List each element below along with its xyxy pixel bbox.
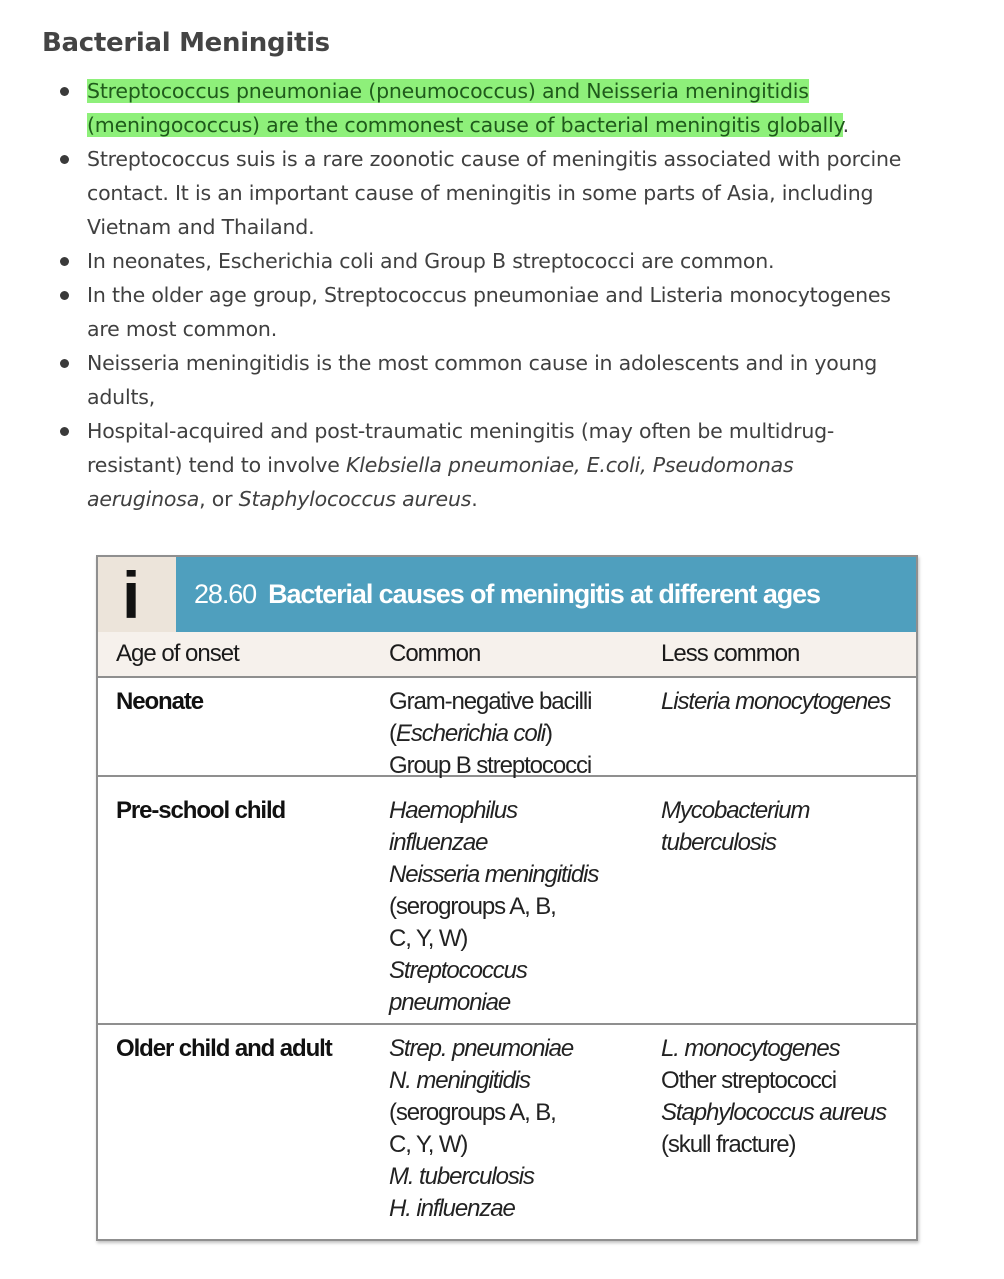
bullet-italic-text: Klebsiella pneumoniae, E.coli, Pseudomonas: [345, 453, 794, 477]
bullet-dot-icon: [60, 359, 69, 368]
cell-line: (serogroups A, B,: [389, 893, 556, 920]
cell-line: influenzae: [389, 829, 488, 856]
bullet-italic-text: Staphylococcus aureus: [238, 487, 472, 511]
bullet-text: resistant) tend to involve: [87, 453, 346, 477]
info-icon: i: [122, 558, 141, 632]
bullet-dot-icon: [60, 291, 69, 300]
bullet-text: Vietnam and Thailand.: [87, 215, 315, 239]
cell-line: pneumoniae: [389, 989, 511, 1016]
cell-less-common: [661, 686, 911, 718]
cell-age-of-onset: Neonate: [116, 688, 203, 715]
cell-age-of-onset: Older child and adult: [116, 1035, 332, 1062]
table-header-row: [98, 632, 916, 678]
cell-italic-text: Escherichia coli: [395, 720, 546, 747]
bullet-text: In the older age group, Streptococcus pneumoniae and Listeria monocytogenes: [87, 283, 891, 307]
table-row: [98, 1025, 916, 1237]
cell-line: (serogroups A, B,: [389, 1099, 556, 1126]
bullet-text: .: [842, 113, 849, 137]
bullet-item: [58, 244, 978, 278]
cell-line: Gram-negative bacilli: [389, 688, 592, 715]
cell-line: (skull fracture): [661, 1131, 796, 1158]
cell-line: C, Y, W): [389, 1131, 468, 1158]
bullet-text: , or: [199, 487, 239, 511]
bullet-text: are most common.: [87, 317, 278, 341]
info-icon-cell: [98, 557, 176, 632]
cell-line: L. monocytogenes: [661, 1035, 840, 1062]
page-title: Bacterial Meningitis: [42, 28, 330, 58]
cell-line: Haemophilus: [389, 797, 517, 824]
cell-common: [389, 686, 649, 782]
bullet-text: In neonates, Escherichia coli and Group B streptococci are common.: [87, 249, 775, 273]
bullet-italic-text: aeruginosa: [87, 487, 200, 511]
column-header-age: Age of onset: [116, 640, 239, 667]
cell-line: Listeria monocytogenes: [661, 688, 891, 715]
cell-line: (Escherichia coli): [389, 720, 552, 747]
table-box-header: [98, 557, 916, 632]
cell-common: [389, 1033, 649, 1225]
bullet-item: [58, 346, 978, 414]
cell-line: C, Y, W): [389, 925, 468, 952]
cell-age-of-onset: Pre-school child: [116, 797, 286, 824]
cell-line: Streptococcus: [389, 957, 527, 984]
bullet-text: Hospital-acquired and post-traumatic meningitis (may often be multidrug-: [87, 419, 835, 443]
cell-line: Strep. pneumoniae: [389, 1035, 574, 1062]
bullet-dot-icon: [60, 155, 69, 164]
cell-line: Mycobacterium: [661, 797, 810, 824]
bullet-text: adults,: [87, 385, 156, 409]
column-header-less-common: Less common: [661, 640, 800, 667]
highlighted-text: (meningococcus) are the commonest cause of bacterial meningitis globally: [87, 113, 843, 137]
cell-line: tuberculosis: [661, 829, 776, 856]
table-caption: [176, 557, 916, 632]
table-number: 28.60: [194, 579, 257, 609]
cell-line: H. influenzae: [389, 1195, 515, 1222]
bullet-dot-icon: [60, 427, 69, 436]
cell-less-common: [661, 1033, 911, 1161]
bullet-dot-icon: [60, 257, 69, 266]
bullet-text: .: [471, 487, 478, 511]
bullet-item: [58, 414, 978, 516]
table-row: [98, 678, 916, 777]
cell-line: N. meningitidis: [389, 1067, 530, 1094]
bullet-text: Streptococcus suis is a rare zoonotic cause of meningitis associated with porcine: [87, 147, 902, 171]
bullet-list: [58, 74, 978, 516]
bullet-text: Neisseria meningitidis is the most common cause in adolescents and in young: [87, 351, 878, 375]
column-header-common: Common: [389, 640, 481, 667]
cell-less-common: [661, 795, 911, 859]
table-title: Bacterial causes of meningitis at different ages: [268, 579, 820, 609]
table-row: [98, 787, 916, 1025]
cell-line: Group B streptococci: [389, 752, 592, 779]
cell-line: Other streptococci: [661, 1067, 836, 1094]
cell-line: Staphylococcus aureus: [661, 1099, 887, 1126]
bullet-text: contact. It is an important cause of meningitis in some parts of Asia, including: [87, 181, 874, 205]
cell-line: M. tuberculosis: [389, 1163, 534, 1190]
bullet-item-highlighted: [58, 74, 978, 142]
bullet-dot-icon: [60, 87, 69, 96]
cell-common: [389, 795, 649, 1019]
bullet-item: [58, 278, 978, 346]
highlighted-text: Streptococcus pneumoniae (pneumococcus) and Neisseria meningitidis: [87, 79, 809, 103]
bullet-item: [58, 142, 978, 244]
cell-line: Neisseria meningitidis: [389, 861, 599, 888]
table-box: [96, 555, 918, 1241]
